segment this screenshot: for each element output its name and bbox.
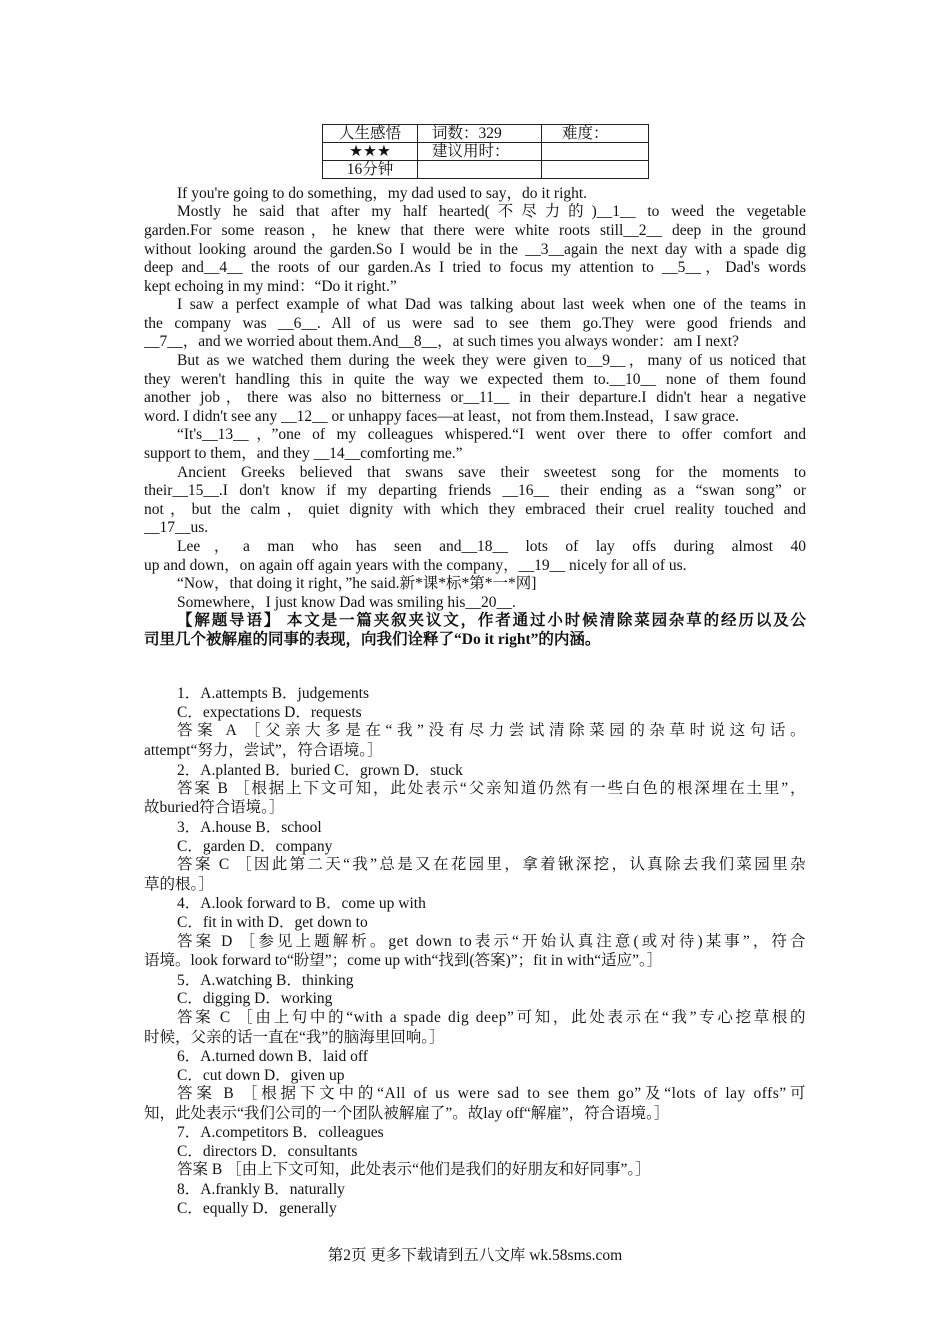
answer-line: 答案 C ［由上句中的“with a spade dig deep”可知，此处表示在“我”专心挖草根的 [177,1009,806,1026]
table-row [323,125,649,143]
question-option-line: C．expectations D．requests [177,704,362,721]
answer-line: attempt“努力，尝试”，符合语境。］ [144,742,383,759]
passage-line: support to them，and they __14__comforting me.” [144,445,463,462]
passage-line: Mostly he said that after my half hearted(不尽力的)__1__ to weed the vegetable [177,203,806,220]
answer-line: 知，此处表示“我们公司的一个团队被解雇了”。故lay off“解雇”，符合语境。］ [144,1105,670,1122]
table-cell [542,161,649,179]
table-cell: 词数：329 [418,125,542,143]
question-option-line: C．garden D．company [177,838,333,855]
passage-line: Lee，a man who has seen and__18__ lots of lay offs during almost 40 [177,538,806,555]
passage-line: they weren't handling this in quite the way we expected them to.__10__ none of them found [144,371,806,388]
table-row [323,143,649,161]
passage-line: word. I didn't see any __12__ or unhappy faces—at least，not from them.Instead，I saw grace. [144,408,740,425]
passage-line: up and down，on again off again years with the company，__19__ nicely for all of us. [144,557,687,574]
passage-line: deep and__4__ the roots of our garden.As I tried to focus my attention to __5__，Dad's words [144,259,806,276]
answer-line: 时候，父亲的话一直在“我”的脑海里回响。］ [144,1029,445,1046]
table-cell: 人生感悟 [323,125,418,143]
answer-line: 答案 B ［由上下文可知，此处表示“他们是我们的好朋友和好同事”。］ [177,1161,651,1178]
question-option-line: C．equally D．generally [177,1200,337,1217]
answer-line: 草的根。］ [144,876,214,893]
passage-line: Ancient Greeks believed that swans save their sweetest song for the moments to [177,464,806,481]
passage-line: __17__us. [144,519,209,536]
question-option-line: 1．A.attempts B．judgements [177,685,370,702]
answer-line: 故buried符合语境。］ [144,799,285,816]
passage-line: kept echoing in my mind：“Do it right.” [144,278,397,295]
passage-line: not，but the calm，quiet dignity with which they embraced their cruel reality touched and [144,501,806,518]
answer-line: 语境。look forward to“盼望”；come up with“找到(答案)”；fit in with“适应”。］ [144,952,663,969]
answer-line: 答案 A ［父亲大多是在“我”没有尽力尝试清除菜园的杂草时说这句话。 [177,722,806,739]
passage-line: another job，there was also no bitterness or__11__ in their departure.I didn't hear a negative [144,389,806,406]
passage-line: Somewhere，I just know Dad was smiling his__20__. [177,594,516,611]
question-option-line: 6．A.turned down B．laid off [177,1048,368,1065]
table-cell: 建议用时： [418,143,542,161]
question-option-line: C．fit in with D．get down to [177,914,368,931]
question-option-line: C．digging D．working [177,990,333,1007]
passage-line: If you're going to do something，my dad used to say，do it right. [177,185,588,202]
page-footer: 第2页 更多下载请到五八文库 wk.58sms.com [327,1247,623,1264]
passage-line: I saw a perfect example of what Dad was talking about last week when one of the teams in [177,296,806,313]
question-option-line: 2．A.planted B．buried C．grown D．stuck [177,762,463,779]
passage-line: garden.For some reason，he knew that there were white roots still__2__ deep in the ground [144,222,806,239]
question-option-line: 3．A.house B．school [177,819,322,836]
question-option-line: 4．A.look forward to B．come up with [177,895,426,912]
answer-line: 答案 C ［因此第二天“我”总是又在花园里，拿着锹深挖，认真除去我们菜园里杂 [177,856,806,873]
passage-line: the company was __6__. All of us were sad to see them go.They were good friends and [144,315,806,332]
question-option-line: 7．A.competitors B．colleagues [177,1124,384,1141]
table-cell [542,143,649,161]
guide-line: 司里几个被解雇的同事的表现，向我们诠释了“Do it right”的内涵。 [144,631,601,648]
table-cell: ★★★ [323,143,418,161]
answer-line: 答案 D ［参见上题解析。get down to表示“开始认真注意(或对待)某事”，符合 [177,933,806,950]
question-option-line: 5．A.watching B．thinking [177,972,354,989]
question-option-line: C．cut down D．given up [177,1067,345,1084]
table-cell: 16分钟 [323,161,418,179]
passage-line: their__15__.I don't know if my departing friends __16__ their ending as a “swan song” or [144,482,806,499]
table-cell [418,161,542,179]
guide-line: 【解题导语】 本文是一篇夹叙夹议文，作者通过小时候清除菜园杂草的经历以及公 [177,612,806,629]
passage-line: __7__，and we worried about them.And__8__，at such times you always wonder：am I next? [144,333,739,350]
passage-line: “Now，that doing it right，”he said.新*课*标*第*一*网] [177,575,537,592]
passage-line: “It's__13__，”one of my colleagues whispered.“I went over there to offer comfort and [177,426,806,443]
passage-info-table [322,124,649,179]
question-option-line: C．directors D．consultants [177,1143,358,1160]
table-cell: 难度： [542,125,649,143]
passage-line: But as we watched them during the week they were given to__9__，many of us noticed that [177,352,806,369]
question-option-line: 8．A.frankly B．naturally [177,1181,345,1198]
answer-line: 答案 B ［根据上下文可知，此处表示“父亲知道仍然有一些白色的根深埋在土里”， [177,780,806,797]
table-row [323,161,649,179]
answer-line: 答案 B ［根据下文中的“All of us were sad to see them go”及“lots of lay offs”可 [177,1085,806,1102]
passage-line: without looking around the garden.So I would be in the __3__again the next day with a spade dig [144,241,806,258]
